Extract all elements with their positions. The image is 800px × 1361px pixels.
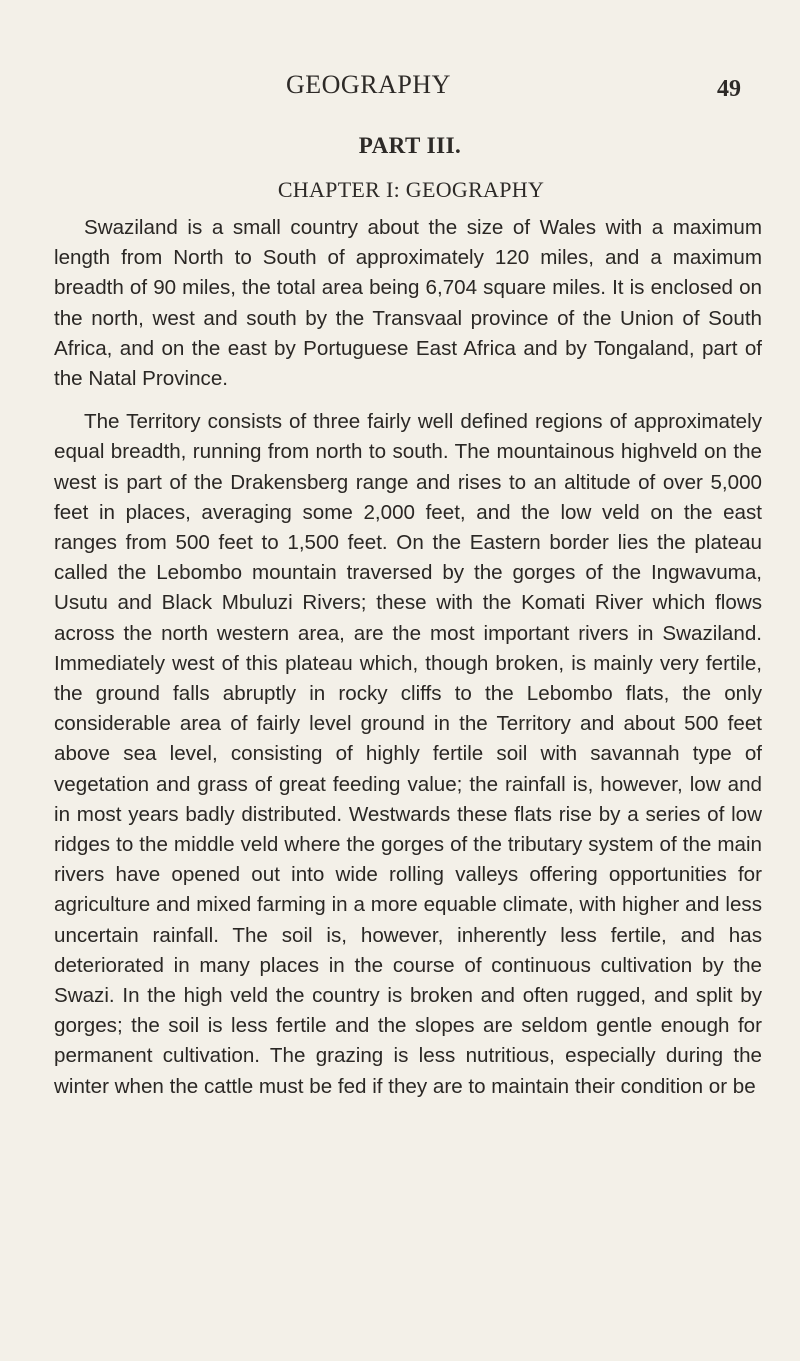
page-number: 49 [717,76,741,102]
chapter-title: CHAPTER I: GEOGRAPHY [277,177,545,202]
part-title: PART III. [358,133,462,158]
paragraph-1: Swaziland is a small country about the size of Wales with a maximum length from North to South of approximately 120 miles, and a maximum breadth of 90 miles, the total area being 6,704 square miles. It is enclosed on the north, west and south by the Transvaal province of the Union of South Africa, and on the east by Portuguese East Africa and by Tongaland, part of the Natal Province. [54,216,762,391]
paragraph-2: The Territory consists of three fairly well defined regions of approximately equal breadth, running from north to south. The mountainous highveld on the west is part of the Drakensberg range and rises to an altitude of over 5,000 feet in places, averaging some 2,000 feet, and the low veld on the east ranges from 500 feet to 1,500 feet. On the Eastern border lies the plateau called the Lebombo mountain traversed by the gorges of the Ingwavuma, Usutu and Black Mbuluzi Rivers; these with the Komati River which flows across the north western area, are the most important rivers in Swaziland. Immediately west of this plateau which, though broken, is mainly very fertile, the ground falls abruptly in rocky cliffs to the Lebombo flats, the only considerable area of fairly level ground in the Territory and about 500 feet above sea level, consisting of highly fertile soil with savannah type of vegetation and grass of great feeding value; the rainfall is, however, low and in most years badly distributed. Westwards these flats rise by a series of low ridges to the middle veld where the gorges of the tributary system of the main rivers have opened out into wide rolling valleys offering opportunities for agriculture and mixed farming in a more equable climate, with higher and less uncertain rainfall. The soil is, however, inherently less fertile, and has deteriorated in many places in the course of continuous cultivation by the Swazi. In the high veld the country is broken and often rugged, and split by gorges; the soil is less fertile and the slopes are seldom gentle enough for permanent cultivation. The grazing is less nutritious, especially during the winter when the cattle must be fed if they are to maintain their condition or be [54,410,762,1098]
running-head: GEOGRAPHY [286,70,451,99]
body-text [54,213,762,1102]
